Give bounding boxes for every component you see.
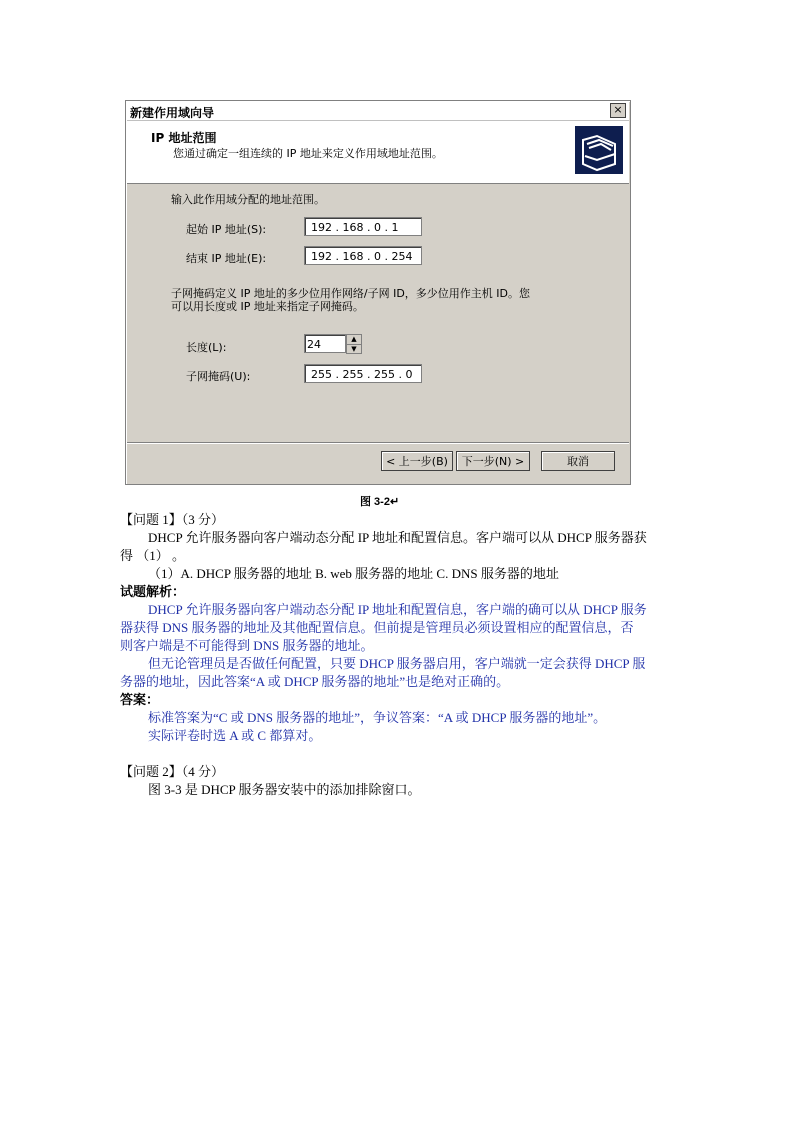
analysis-p2-line1: 但无论管理员是否做任何配置，只要 DHCP 服务器启用，客户端就一定会获得 DHCP 服 [148,656,646,671]
folder-stack-icon [575,126,623,174]
length-spinner[interactable] [346,334,362,354]
length-input[interactable]: 24 [304,334,346,353]
mask-description-line1: 子网掩码定义 IP 地址的多少位用作网络/子网 ID，多少位用作主机 ID。您 [171,287,530,300]
question1-text-line2: 得 （1） 。 [120,548,186,563]
answer-heading: 答案： [120,692,160,707]
question1-text-line1: DHCP 允许服务器向客户端动态分配 IP 地址和配置信息。客户端可以从 DHCP 服务器获 [148,530,647,545]
analysis-p1-line1: DHCP 允许服务器向客户端动态分配 IP 地址和配置信息，客户端的确可以从 DHCP 服务 [148,602,647,617]
subnet-mask-input[interactable]: 255 . 255 . 255 . 0 [304,364,422,383]
spin-up-icon[interactable]: ▲ [347,335,361,345]
mask-description-line2: 可以用长度或 IP 地址来指定子网掩码。 [171,300,364,313]
question2-heading: 【问题 2】（4 分） [120,764,225,779]
question1-options: （1）A. DHCP 服务器的地址 B. web 服务器的地址 C. DNS 服务器的地址 [148,566,559,581]
start-ip-input[interactable]: 192 . 168 . 0 . 1 [304,217,422,236]
range-prompt: 输入此作用域分配的地址范围。 [171,193,325,206]
end-ip-input[interactable]: 192 . 168 . 0 . 254 [304,246,422,265]
analysis-p2-line2: 务器的地址，因此答案“A 或 DHCP 服务器的地址”也是绝对正确的。 [120,674,510,689]
answer-line1: 标准答案为“C 或 DNS 服务器的地址”，争议答案：“A 或 DHCP 服务器的地址”。 [148,710,607,725]
analysis-p1-line2: 器获得 DNS 服务器的地址及其他配置信息。但前提是管理员必须设置相应的配置信息，否 [120,620,634,635]
answer-line2: 实际评卷时选 A 或 C 都算对。 [148,728,322,743]
figure-caption: 图 3-2↵ [360,496,400,508]
end-ip-label: 结束 IP 地址(E): [186,252,267,265]
cancel-button[interactable]: 取消 [541,451,615,471]
length-label: 长度(L): [186,341,227,354]
question2-text: 图 3-3 是 DHCP 服务器安装中的添加排除窗口。 [148,782,421,797]
analysis-heading: 试题解析： [120,584,186,599]
start-ip-label: 起始 IP 地址(S): [186,223,267,236]
close-button[interactable]: × [610,103,626,118]
subnet-mask-label: 子网掩码(U): [186,370,251,383]
button-separator [127,442,629,444]
back-button[interactable]: < 上一步(B) [381,451,453,471]
header-subtitle: 您通过确定一组连续的 IP 地址来定义作用域地址范围。 [173,147,443,160]
spin-down-icon[interactable]: ▼ [351,345,357,353]
header-title: IP 地址范围 [151,131,217,145]
question1-heading: 【问题 1】（3 分） [120,512,225,527]
analysis-p1-line3: 则客户端是不可能得到 DNS 服务器的地址。 [120,638,374,653]
new-scope-wizard-dialog [125,100,631,485]
title-bar [127,102,629,121]
dialog-title: 新建作用域向导 [130,106,215,120]
wizard-header [127,121,629,184]
next-button[interactable]: 下一步(N) > [456,451,530,471]
